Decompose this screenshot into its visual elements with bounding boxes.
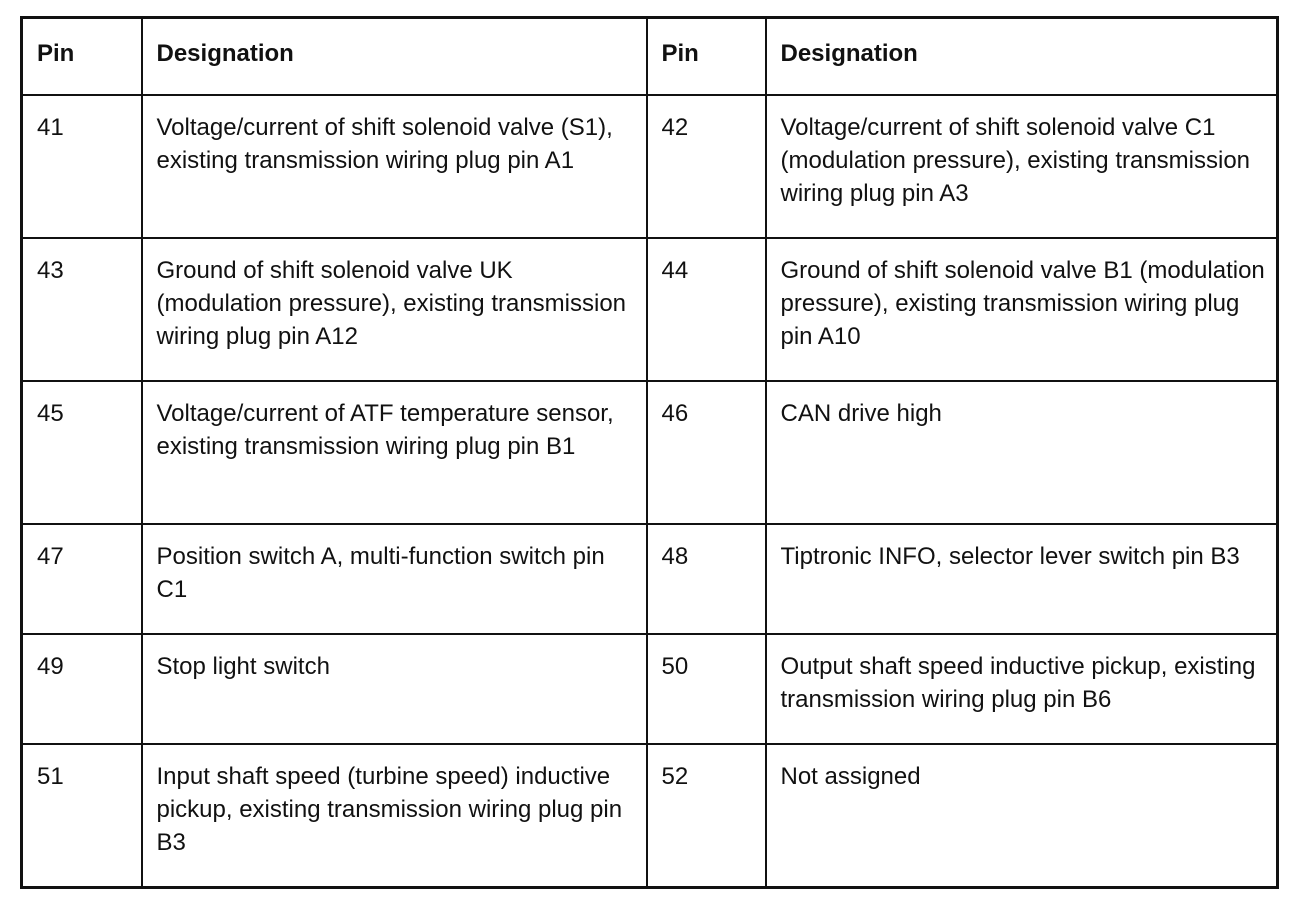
table-row [22, 634, 1278, 744]
pin-number-cell: 48 [647, 524, 766, 634]
pin-number-cell: 45 [22, 381, 142, 524]
pin-number-cell: 52 [647, 744, 766, 888]
designation-cell: Output shaft speed inductive pickup, existing transmission wiring plug pin B6 [766, 634, 1278, 744]
column-header-pin-left: Pin [22, 18, 142, 95]
table-header-row [22, 18, 1278, 95]
pin-number-cell: 51 [22, 744, 142, 888]
designation-cell: Not assigned [766, 744, 1278, 888]
pin-assignment-table [20, 16, 1279, 889]
pin-number-cell: 43 [22, 238, 142, 381]
pin-number-cell: 46 [647, 381, 766, 524]
designation-cell: Tiptronic INFO, selector lever switch pin B3 [766, 524, 1278, 634]
designation-cell: Voltage/current of shift solenoid valve C1 (modulation pressure), existing transmission wiring plug pin A3 [766, 95, 1278, 238]
pin-number-cell: 41 [22, 95, 142, 238]
pin-number-cell: 47 [22, 524, 142, 634]
pin-number-cell: 49 [22, 634, 142, 744]
designation-cell: Voltage/current of shift solenoid valve (S1), existing transmission wiring plug pin A1 [142, 95, 647, 238]
table-row [22, 381, 1278, 524]
table-row [22, 95, 1278, 238]
column-header-designation-right: Designation [766, 18, 1278, 95]
table-row [22, 744, 1278, 888]
column-header-pin-right: Pin [647, 18, 766, 95]
table-row [22, 524, 1278, 634]
designation-cell: Input shaft speed (turbine speed) inductive pickup, existing transmission wiring plug pin B3 [142, 744, 647, 888]
column-header-designation-left: Designation [142, 18, 647, 95]
designation-cell: Position switch A, multi-function switch pin C1 [142, 524, 647, 634]
designation-cell: Voltage/current of ATF temperature sensor, existing transmission wiring plug pin B1 [142, 381, 647, 524]
designation-cell: CAN drive high [766, 381, 1278, 524]
pin-number-cell: 44 [647, 238, 766, 381]
designation-cell: Ground of shift solenoid valve UK (modulation pressure), existing transmission wiring plug pin A12 [142, 238, 647, 381]
table-row [22, 238, 1278, 381]
pin-number-cell: 42 [647, 95, 766, 238]
pin-number-cell: 50 [647, 634, 766, 744]
designation-cell: Ground of shift solenoid valve B1 (modulation pressure), existing transmission wiring plug pin A10 [766, 238, 1278, 381]
designation-cell: Stop light switch [142, 634, 647, 744]
